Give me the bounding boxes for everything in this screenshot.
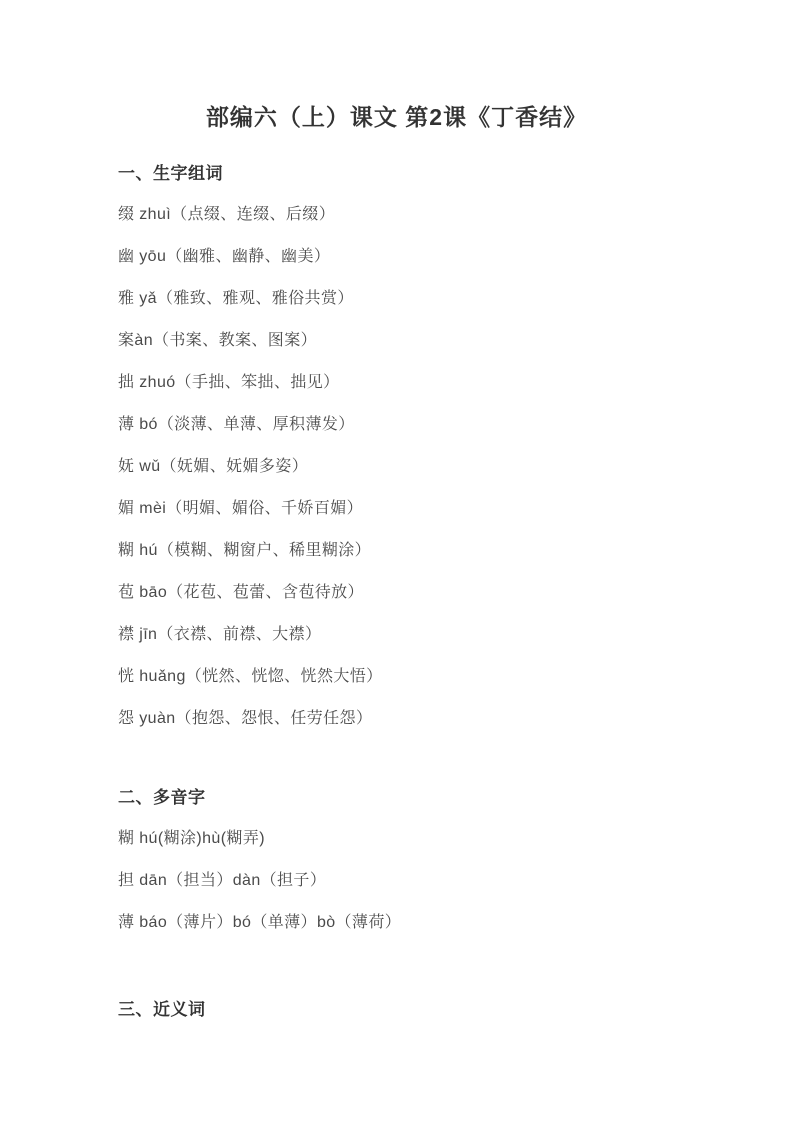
section-heading-jinyici: 三、近义词	[118, 1000, 206, 1019]
polyphone-line: 薄 báo（薄片）bó（单薄）bò（薄荷）	[118, 914, 402, 931]
section-shengzi-zuci	[118, 164, 683, 728]
document-title: 部编六（上）课文 第2课《丁香结》	[205, 104, 588, 130]
vocab-line: 襟 jīn（衣襟、前襟、大襟）	[118, 626, 322, 643]
vocab-line: 幽 yōu（幽雅、幽静、幽美）	[118, 248, 331, 265]
vocab-line: 案àn（书案、教案、图案）	[118, 332, 317, 349]
vocab-line: 拙 zhuó（手拙、笨拙、拙见）	[118, 374, 340, 391]
vocab-line: 苞 bāo（花苞、苞蕾、含苞待放）	[118, 584, 364, 601]
section-duoyinzi	[118, 788, 683, 932]
vocab-line: 缀 zhuì（点缀、连缀、后缀）	[118, 206, 336, 223]
vocab-line: 媚 mèi（明媚、媚俗、千娇百媚）	[118, 500, 364, 517]
section-jinyici	[118, 1000, 683, 1020]
vocab-line: 薄 bó（淡薄、单薄、厚积薄发）	[118, 416, 355, 433]
vocab-line: 妩 wǔ（妩媚、妩媚多姿）	[118, 458, 309, 475]
vocab-line: 糊 hú（模糊、糊窗户、稀里糊涂）	[118, 542, 372, 559]
vocab-line: 恍 huǎng（恍然、恍惚、恍然大悟）	[118, 668, 383, 685]
section-heading-duoyinzi: 二、多音字	[118, 788, 206, 807]
section-heading-shengzi-zuci: 一、生字组词	[118, 164, 223, 183]
vocab-line: 雅 yǎ（雅致、雅观、雅俗共赏）	[118, 290, 354, 307]
polyphone-line: 担 dān（担当）dàn（担子）	[118, 872, 327, 889]
polyphone-line: 糊 hú(糊涂)hù(糊弄)	[118, 830, 265, 847]
vocab-line: 怨 yuàn（抱怨、怨恨、任劳任怨）	[118, 710, 373, 727]
